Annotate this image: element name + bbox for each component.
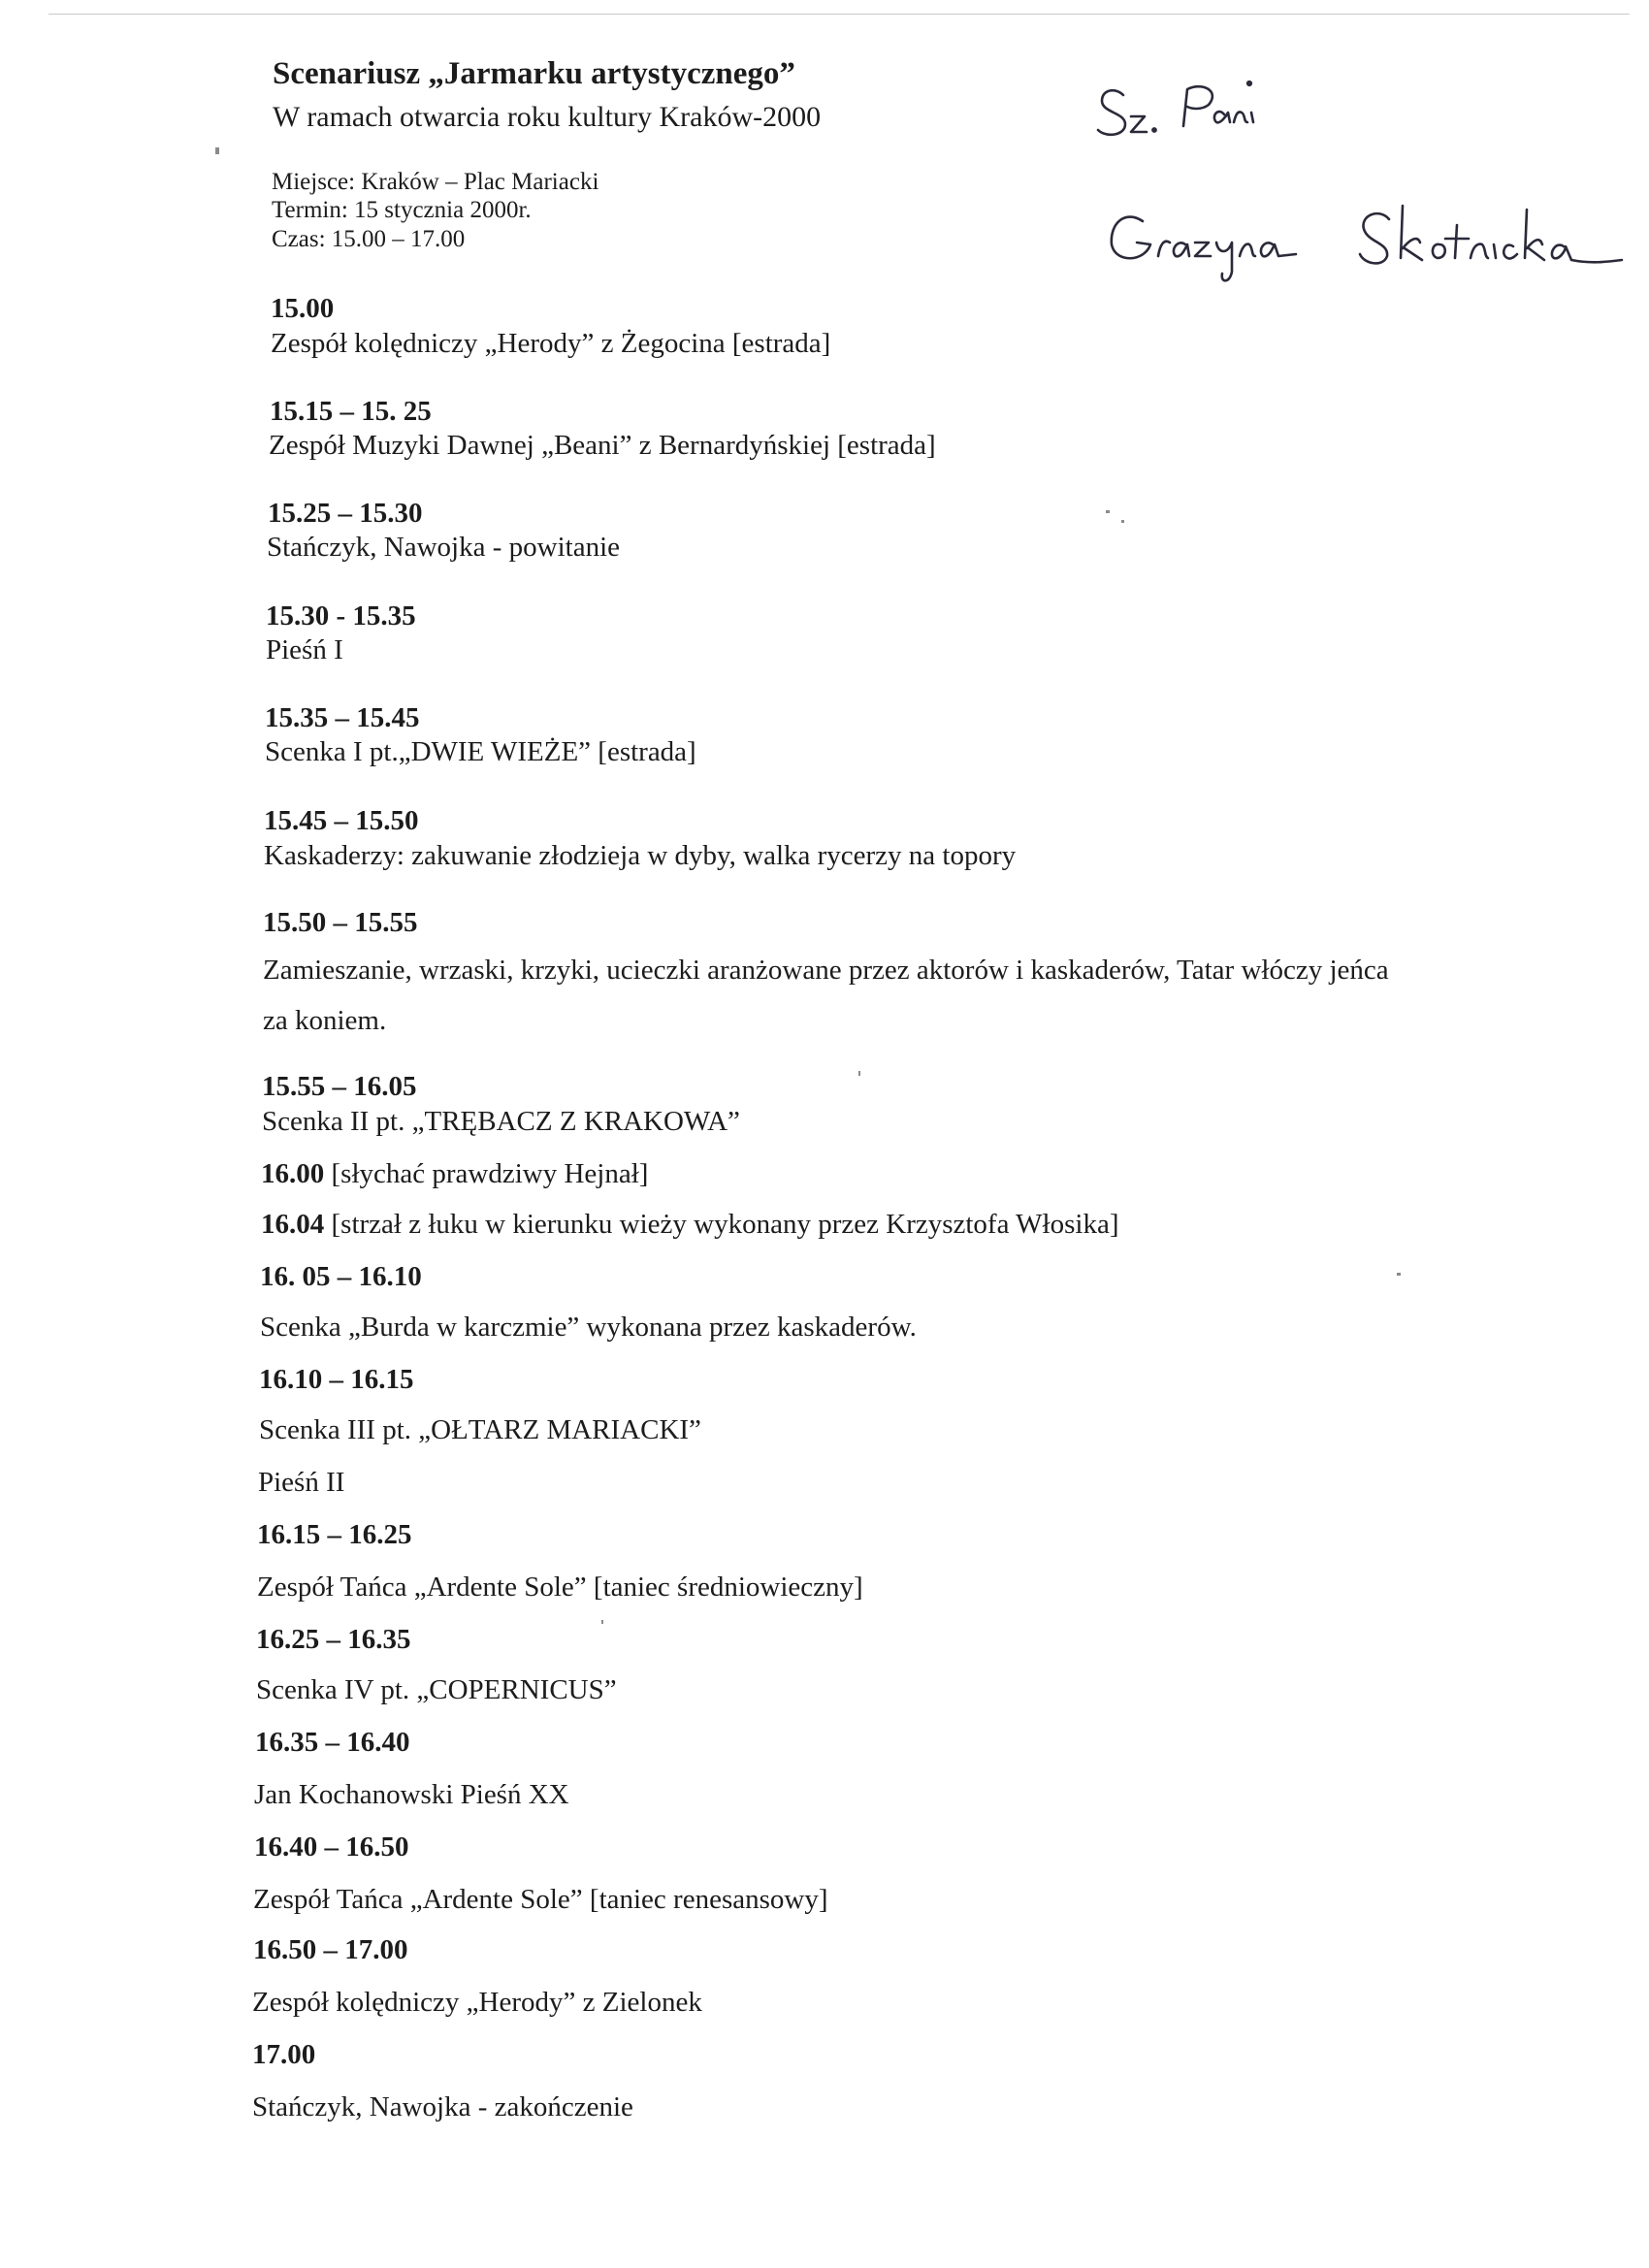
schedule-timed-note <box>261 1158 648 1190</box>
schedule-time: 16.04 <box>261 1209 325 1240</box>
schedule-time: 15.35 – 15.45 <box>265 702 420 733</box>
event-place: Miejsce: Kraków – Plac Mariacki <box>272 169 599 195</box>
schedule-time: 16.00 <box>261 1158 325 1189</box>
schedule-time: 15.30 - 15.35 <box>266 600 416 632</box>
schedule-description: Zespół Tańca „Ardente Sole” [taniec renesansowy] <box>253 1884 828 1915</box>
handwritten-salutation <box>1098 90 1125 135</box>
schedule-description: Zespół kolędniczy „Herody” z Żegocina [estrada] <box>271 328 831 359</box>
schedule-time: 16.25 – 16.35 <box>256 1624 411 1655</box>
schedule-description: Jan Kochanowski Pieśń XX <box>254 1779 569 1810</box>
schedule-time: 17.00 <box>252 2039 316 2070</box>
document-title: Scenariusz „Jarmarku artystycznego” <box>273 56 795 91</box>
schedule-time: 16.10 – 16.15 <box>259 1364 414 1395</box>
schedule-description: Stańczyk, Nawojka - powitanie <box>267 532 621 563</box>
scan-speck <box>1106 510 1110 513</box>
scan-speck <box>858 1071 860 1076</box>
scan-speck <box>215 147 219 154</box>
schedule-note: [słychać prawdziwy Hejnał] <box>324 1158 649 1189</box>
schedule-description: Scenka „Burda w karczmie” wykonana przez kaskaderów. <box>260 1312 917 1343</box>
schedule-time: 15.55 – 16.05 <box>262 1071 417 1102</box>
schedule-description: Stańczyk, Nawojka - zakończenie <box>252 2091 633 2122</box>
schedule-description: Scenka I pt.„DWIE WIEŻE” [estrada] <box>265 736 696 767</box>
schedule-description: Scenka II pt. „TRĘBACZ Z KRAKOWA” <box>262 1106 740 1137</box>
schedule-time: 15.25 – 15.30 <box>268 498 423 529</box>
document-subtitle: W ramach otwarcia roku kultury Kraków-2000 <box>273 101 822 133</box>
schedule-description: Zespół Muzyki Dawnej „Beani” z Bernardyńskiej [estrada] <box>269 430 936 461</box>
schedule-timed-note <box>261 1209 1119 1241</box>
event-date: Termin: 15 stycznia 2000r. <box>272 197 532 223</box>
schedule-time: 16.50 – 17.00 <box>253 1934 408 1965</box>
event-time: Czas: 15.00 – 17.00 <box>272 226 466 252</box>
schedule-time: 16.15 – 16.25 <box>257 1519 412 1550</box>
schedule-description: Kaskaderzy: zakuwanie złodzieja w dyby, walka rycerzy na topory <box>264 840 1017 871</box>
schedule-description: Zespół Tańca „Ardente Sole” [taniec średniowieczny] <box>257 1571 863 1603</box>
scan-speck <box>1121 520 1124 523</box>
scan-speck <box>601 1620 603 1624</box>
schedule-time: 16.35 – 16.40 <box>255 1727 410 1758</box>
schedule-description: Zespół kolędniczy „Herody” z Zielonek <box>252 1987 702 2018</box>
schedule-time: 15.50 – 15.55 <box>263 907 418 938</box>
schedule-time: 16.40 – 16.50 <box>254 1831 409 1863</box>
schedule-description: Pieśń II <box>258 1467 345 1498</box>
schedule-time: 15.00 <box>271 293 335 324</box>
schedule-time: 15.15 – 15. 25 <box>270 396 432 427</box>
schedule-description: Scenka III pt. „OŁTARZ MARIACKI” <box>259 1414 701 1445</box>
schedule-description: za koniem. <box>263 1005 387 1036</box>
schedule-time: 16. 05 – 16.10 <box>260 1261 422 1292</box>
handwritten-annotation <box>0 0 1649 310</box>
scan-speck <box>1397 1273 1401 1276</box>
schedule-description: Pieśń I <box>266 634 343 665</box>
handwritten-name <box>1112 217 1150 259</box>
schedule-time: 15.45 – 15.50 <box>264 805 419 836</box>
schedule-description: Zamieszanie, wrzaski, krzyki, ucieczki aranżowane przez aktorów i kaskaderów, Tatar włóczy jeńca <box>263 955 1389 986</box>
schedule-description: Scenka IV pt. „COPERNICUS” <box>256 1674 617 1705</box>
schedule-note: [strzał z łuku w kierunku wieży wykonany przez Krzysztofa Włosika] <box>324 1209 1119 1240</box>
